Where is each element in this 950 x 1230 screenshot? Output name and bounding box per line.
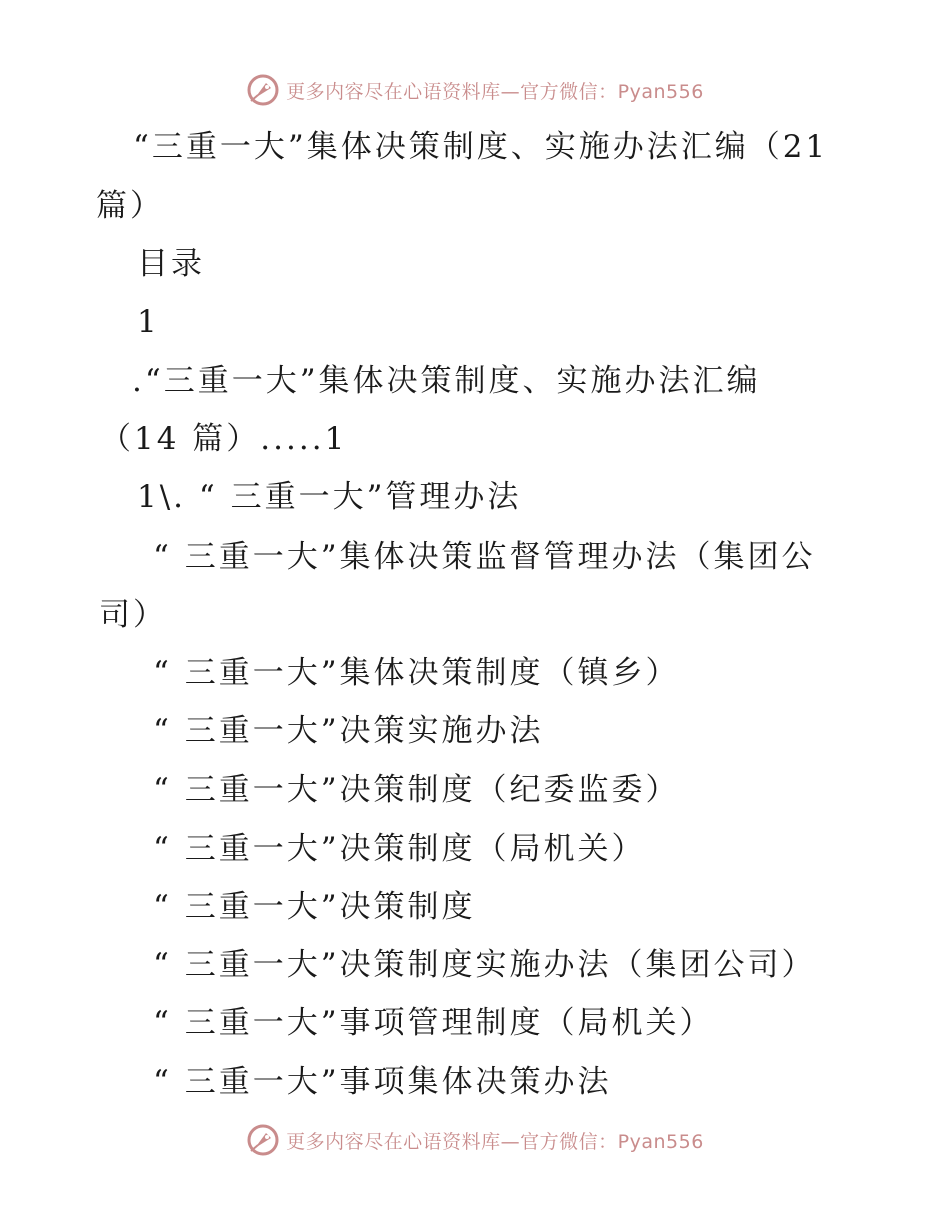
pen-nib-logo-icon [246, 73, 280, 107]
section-heading: 1\. “ 三重一大”管理办法 [137, 479, 522, 515]
toc-entry-line-2: （14 篇）.....1 [100, 421, 348, 457]
list-item: “ 三重一大”事项集体决策办法 [153, 1064, 612, 1100]
pen-nib-logo-icon [246, 1123, 280, 1157]
toc-entry-line-1: .“三重一大”集体决策制度、实施办法汇编 [132, 363, 761, 399]
list-item: “ 三重一大”决策制度 [153, 889, 476, 925]
list-item: “ 三重一大”决策制度（纪委监委） [153, 772, 680, 808]
watermark-footer [0, 1120, 950, 1160]
document-title-line-1: “三重一大”集体决策制度、实施办法汇编（21 [133, 129, 829, 165]
watermark-text: 更多内容尽在心语资料库—官方微信：Pyan556 [286, 80, 704, 103]
list-item: “ 三重一大”决策制度实施办法（集团公司） [153, 947, 816, 983]
toc-number: 1 [137, 304, 160, 340]
list-item: “ 三重一大”集体决策监督管理办法（集团公 [153, 539, 816, 575]
watermark-text: 更多内容尽在心语资料库—官方微信：Pyan556 [286, 1130, 704, 1153]
list-item: 司） [99, 597, 167, 633]
list-item: “ 三重一大”事项管理制度（局机关） [153, 1005, 714, 1041]
watermark-header [0, 70, 950, 110]
toc-heading: 目录 [137, 246, 205, 282]
list-item: “ 三重一大”决策实施办法 [153, 713, 544, 749]
list-item: “ 三重一大”决策制度（局机关） [153, 831, 646, 867]
document-title-line-2: 篇） [96, 188, 164, 224]
list-item: “ 三重一大”集体决策制度（镇乡） [153, 655, 680, 691]
